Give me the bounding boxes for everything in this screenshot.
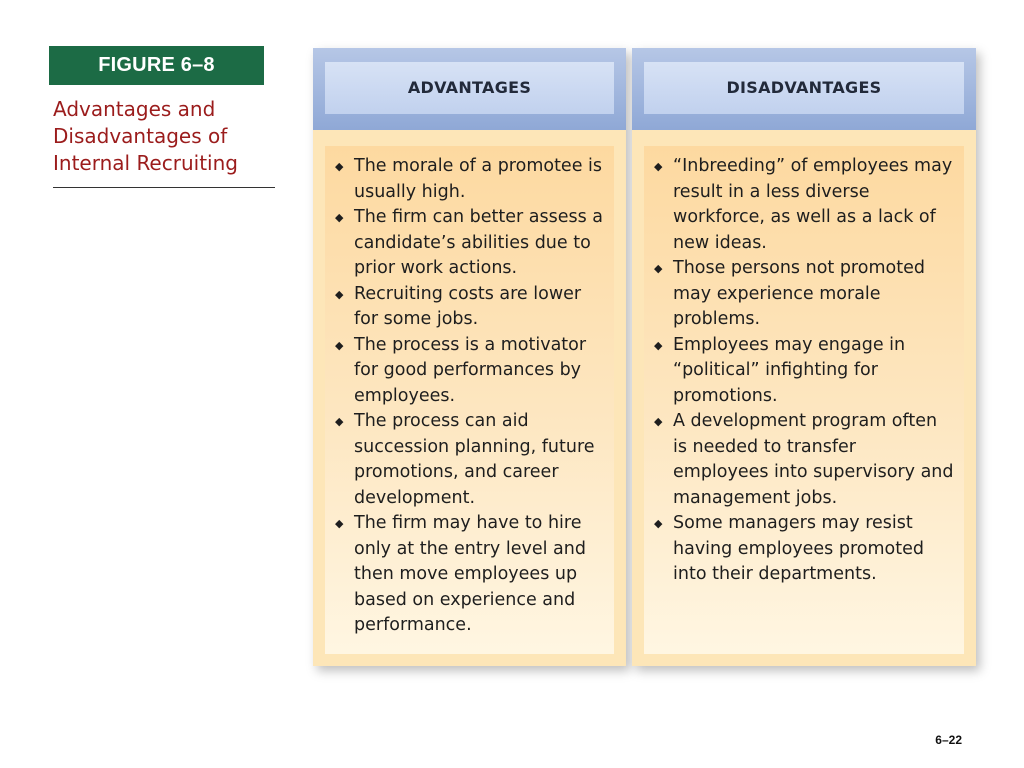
list-item (335, 511, 604, 639)
title-divider (53, 187, 275, 188)
list-item (335, 282, 604, 333)
advantages-header (313, 48, 626, 130)
diamond-bullet-icon: ◆ (654, 262, 663, 275)
diamond-bullet-icon: ◆ (335, 338, 344, 352)
list-item (654, 409, 954, 511)
disadvantages-heading: DISADVANTAGES (644, 62, 964, 114)
figure-label: FIGURE 6–8 (49, 46, 264, 85)
diamond-bullet-icon: ◆ (654, 338, 663, 352)
list-item-text: The process is a motivator for good performances by employees. (354, 334, 587, 406)
list-item (654, 333, 954, 410)
list-item-text: Recruiting costs are lower for some jobs. (354, 283, 582, 329)
list-item-text: A development program often is needed to transfer employees into supervisory and management jobs. (673, 411, 954, 508)
list-item-text: Those persons not promoted may experience morale problems. (673, 258, 925, 329)
list-item (654, 154, 954, 256)
list-item (335, 205, 604, 282)
list-item (335, 333, 604, 410)
diamond-bullet-icon: ◆ (335, 415, 344, 428)
diamond-bullet-icon: ◆ (335, 211, 344, 224)
list-item (654, 256, 954, 333)
disadvantages-panel (632, 48, 976, 666)
list-item (654, 511, 954, 588)
list-item-text: “Inbreeding” of employees may result in a less diverse workforce, as well as a lack of new ideas. (673, 156, 953, 253)
diamond-bullet-icon: ◆ (335, 287, 344, 301)
list-item-text: The morale of a promotee is usually high. (354, 156, 603, 202)
diamond-bullet-icon: ◆ (654, 160, 663, 173)
list-item-text: The firm can better assess a candidate’s abilities due to prior work actions. (354, 207, 603, 278)
page-number: 6–22 (935, 733, 962, 747)
list-item-text: Some managers may resist having employees promoted into their departments. (673, 513, 924, 584)
disadvantages-body (632, 130, 976, 666)
figure-title: Advantages and Disadvantages of Internal Recruiting (53, 97, 238, 175)
list-item-text: The process can aid succession planning, future promotions, and career development. (354, 411, 595, 508)
disadvantages-header (632, 48, 976, 130)
advantages-panel (313, 48, 626, 666)
advantages-heading: ADVANTAGES (325, 62, 614, 114)
diamond-bullet-icon: ◆ (654, 517, 663, 530)
advantages-body (313, 130, 626, 666)
list-item-text: The firm may have to hire only at the entry level and then move employees up based on experience and performance. (354, 513, 586, 635)
diamond-bullet-icon: ◆ (335, 517, 344, 530)
list-item-text: Employees may engage in “political” infighting for promotions. (673, 334, 906, 406)
advantages-list (325, 146, 614, 639)
list-item (335, 409, 604, 511)
disadvantages-list (644, 146, 964, 588)
diamond-bullet-icon: ◆ (335, 160, 344, 173)
diamond-bullet-icon: ◆ (654, 415, 663, 428)
list-item (335, 154, 604, 205)
